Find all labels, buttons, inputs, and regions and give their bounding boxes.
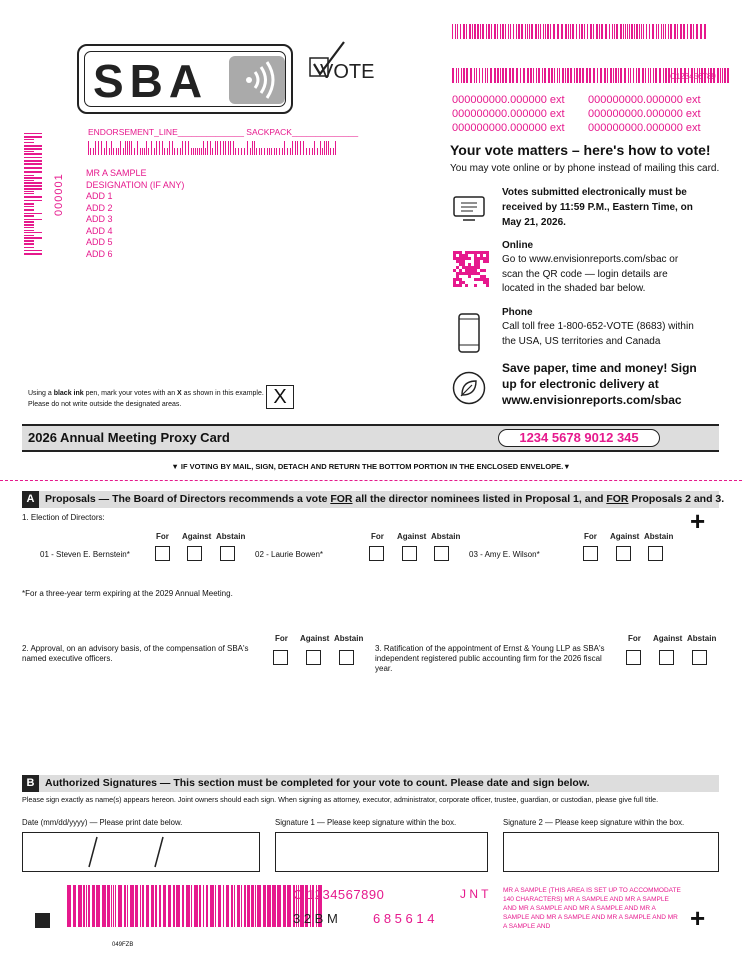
proxy-bar [22,424,719,452]
signature-1-box[interactable] [275,832,488,872]
nominee-03-abstain-checkbox[interactable] [648,546,663,561]
nominee-03-against-checkbox[interactable] [616,546,631,561]
mark-instructions: Using a black ink pen, mark your votes with an X as shown in this example. Please do not write outside the designated areas. [28,390,264,408]
section-a-letter: A [22,491,39,508]
example-mark: X [273,386,287,408]
header-abstain-p3: Abstain [687,634,717,643]
proposal-2-for-checkbox[interactable] [273,650,288,665]
header-abstain-2: Abstain [431,532,461,541]
header-against-3: Against [610,532,640,541]
side-code: 000001 [53,173,65,216]
phone-icon [458,313,480,353]
perforation-line [0,480,742,481]
plus-mark-b: + [690,903,706,933]
footer-code-3: 6 8 5 6 1 4 [373,911,435,926]
nominee-02: 02 - Laurie Bowen* [255,550,324,559]
signature-2-box[interactable] [503,832,719,872]
vote-subheading: You may vote online or by phone instead of mailing this card. [450,163,720,174]
detach-instruction: ▼ IF VOTING BY MAIL, SIGN, DETACH AND RETURN THE BOTTOM PORTION IN THE ENCLOSED ENVELOPE.▼ [171,462,571,471]
barcode-footer [67,885,324,927]
address-lines: MR A SAMPLE DESIGNATION (IF ANY) ADD 1 ADD 2 ADD 3 ADD 4 ADD 5 ADD 6 [86,168,185,259]
date-input-box[interactable] [22,832,260,872]
plus-mark-a: + [690,506,706,536]
nominee-03: 03 - Amy E. Wilson* [469,550,540,559]
nominee-03-for-checkbox[interactable] [583,546,598,561]
header-against-2: Against [397,532,427,541]
deadline-text: Votes submitted electronically must be received by 11:59 P.M., Eastern Time, on May 21, 2026. [502,187,693,228]
header-abstain-3: Abstain [644,532,674,541]
sample-text: MR A SAMPLE (THIS AREA IS SET UP TO ACCOMMODATE 140 CHARACTERS) MR A SAMPLE AND MR A SAMPLE AND MR A SAMPLE AND MR A SAMPLE AND MR A SAMPLE AND MR A SAMPLE AND MR A SAMPLE AND MR A SAMPLE AND [503,887,681,930]
nominee-01: 01 - Steven E. Bernstein* [40,550,130,559]
sig1-label: Signature 1 — Please keep signature within the box. [275,818,457,827]
header-for-3: For [584,532,597,541]
proposal-3-for-checkbox[interactable] [626,650,641,665]
proposal-3-against-checkbox[interactable] [659,650,674,665]
proposal-2-abstain-checkbox[interactable] [339,650,354,665]
sba-logo [77,44,293,114]
proposal-2-text: 2. Approval, on an advisory basis, of the compensation of SBA's named executive officers. [22,644,249,663]
signing-instructions: Please sign exactly as name(s) appears hereon. Joint owners should each sign. When signing as attorney, executor, administrator, corporate officer, trustee, guardian, or custodian, please give full title. [22,795,659,804]
nominee-02-for-checkbox[interactable] [369,546,384,561]
online-text: Go to www.envisionreports.com/sbac or scan the QR code — login details are located in the shaded bar below. [502,254,679,294]
proposal-3-abstain-checkbox[interactable] [692,650,707,665]
leaf-icon [452,371,486,405]
phone-text: Call toll free 1-800-652-VOTE (8683) within the USA, US territories and Canada [502,321,694,347]
section-a-title: Proposals — The Board of Directors recommends a vote FOR all the director nominees listed in Proposal 1, and FOR Proposals 2 and 3. [45,493,725,505]
header-against-1: Against [182,532,212,541]
corner-square [35,913,50,928]
endorsement-line: ENDORSEMENT_LINE______________ SACKPACK______________ [88,127,359,137]
footer-code-2: 3 2 B M [293,911,338,926]
section-b-header [22,775,719,792]
section-a-header [22,491,725,508]
control-number: 1234 5678 9012 345 [498,429,660,447]
side-barcode [24,133,42,258]
signal-icon [229,56,285,104]
nominee-02-against-checkbox[interactable] [402,546,417,561]
header-against-p3: Against [653,634,683,643]
nominee-01-for-checkbox[interactable] [155,546,170,561]
section-b-title: Authorized Signatures — This section must be completed for your vote to count. Please date and sign below. [45,777,590,789]
footer-code-jnt: J N T [460,887,489,901]
header-for-p3: For [628,634,641,643]
barcode-top [452,24,708,39]
term-footnote: *For a three-year term expiring at the 2029 Annual Meeting. [22,589,233,598]
barcode-id: C123456789 [670,72,716,81]
header-abstain-p2: Abstain [334,634,364,643]
qr-code-icon [453,251,489,287]
section-b-letter: B [22,775,39,792]
monitor-icon [453,196,485,222]
vote-text: VOTE [320,61,375,83]
header-against-p2: Against [300,634,330,643]
phone-title: Phone [502,307,533,318]
proposal-1-label: 1. Election of Directors: [22,513,105,522]
header-for-1: For [156,532,169,541]
sig2-label: Signature 2 — Please keep signature within the box. [503,818,685,827]
online-title: Online [502,240,534,251]
footer-code-1: C 1234567890 [293,887,385,902]
logo-text: SBA [93,55,209,107]
form-code: 049FZB [112,942,134,948]
nominee-02-abstain-checkbox[interactable] [434,546,449,561]
header-abstain-1: Abstain [216,532,246,541]
nominee-01-against-checkbox[interactable] [187,546,202,561]
barcode-address [88,141,337,155]
proposal-2-against-checkbox[interactable] [306,650,321,665]
paper-text: Save paper, time and money! Sign up for electronic delivery at www.envisionreports.com/sbac [502,361,697,407]
date-label: Date (mm/dd/yyyy) — Please print date below. [22,818,183,827]
header-for-p2: For [275,634,288,643]
example-mark-box [266,385,294,409]
header-for-2: For [371,532,384,541]
proxy-title: 2026 Annual Meeting Proxy Card [28,430,230,445]
vote-heading: Your vote matters – here's how to vote! [450,142,711,158]
nominee-01-abstain-checkbox[interactable] [220,546,235,561]
proposal-3-text: 3. Ratification of the appointment of Ernst & Young LLP as SBA's independent registered public accounting firm for the 2026 fiscal year. [375,644,605,673]
